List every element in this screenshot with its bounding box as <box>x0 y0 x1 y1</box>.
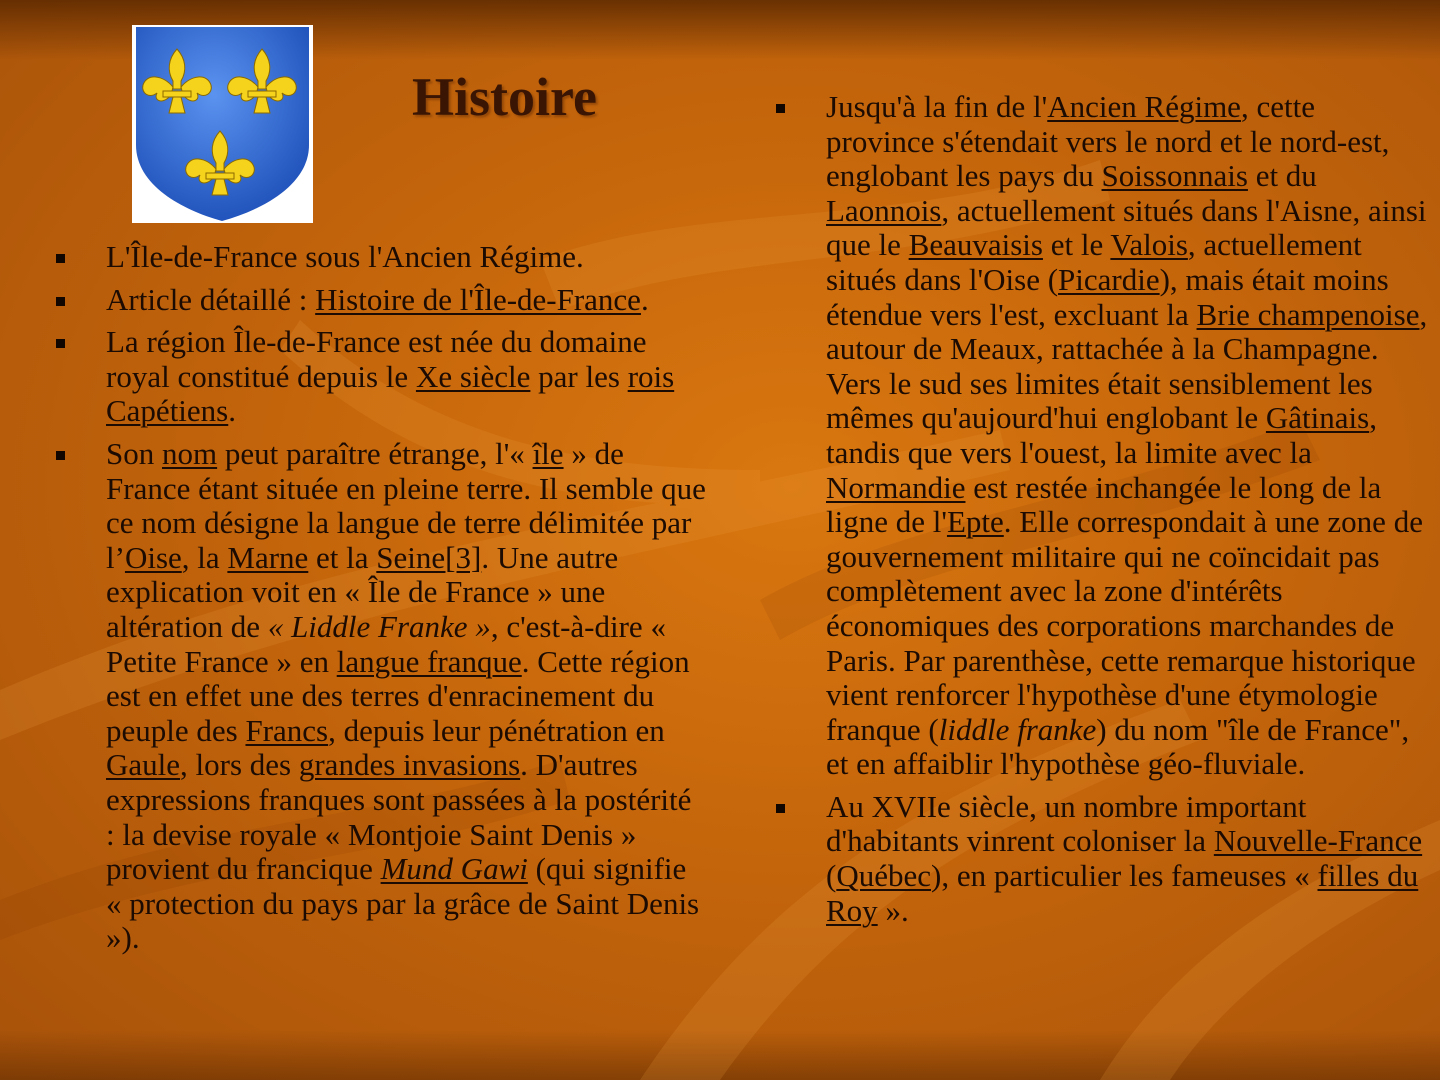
item-text: ) du nom "île de France", et en affaiblir l'hypothèse géo-fluviale. <box>826 711 1410 782</box>
right-bullet-list <box>826 90 1431 936</box>
link-mund-gawi[interactable]: Mund Gawi <box>380 851 528 887</box>
list-item <box>826 90 1431 782</box>
link-laonnois[interactable]: Laonnois <box>826 192 942 228</box>
link-soissonnais[interactable]: Soissonnais <box>1101 158 1248 194</box>
item-text: ». <box>877 892 909 928</box>
item-text: L'Île-de-France sous l'Ancien Régime. <box>106 239 584 274</box>
link-quebec[interactable]: Québec <box>836 858 931 894</box>
item-text: . Cette région est en effet une des terres d'enracinement du peuple des <box>106 643 690 748</box>
link-normandie[interactable]: Normandie <box>826 469 966 505</box>
item-text: , la <box>181 539 228 575</box>
item-text: est restée inchangée le long de la ligne de l' <box>826 469 1382 540</box>
link-brie-champenoise[interactable]: Brie champenoise <box>1196 296 1420 332</box>
item-text: » de France étant située en pleine terre. Il semble que ce nom désigne la langue de terre délimitée par l’ <box>106 435 706 575</box>
list-item <box>826 790 1431 928</box>
item-text: peut paraître étrange, l'« <box>217 435 533 471</box>
list-item <box>106 283 706 318</box>
item-text: , depuis leur pénétration en <box>328 712 665 748</box>
item-text: Son <box>106 435 162 471</box>
item-text: , actuellement situés dans l'Aisne, ainsi que le <box>826 192 1427 263</box>
list-item <box>106 437 706 956</box>
link-langue-franque[interactable]: langue franque <box>336 643 522 679</box>
item-text: . <box>228 393 236 429</box>
italic-text: « Liddle Franke » <box>267 608 491 644</box>
item-text: ), en particulier les fameuses « <box>931 858 1318 894</box>
italic-text: liddle franke <box>938 711 1097 747</box>
item-text: et le <box>1042 227 1111 263</box>
link-epte[interactable]: Epte <box>946 504 1004 540</box>
item-text: Au XVIIe siècle, un nombre important d'habitants vinrent coloniser la <box>826 788 1307 859</box>
item-text: . Elle correspondait à une zone de gouvernement militaire qui ne coïncidait pas complètement avec la zone d'intérêts économiques des corporations marchandes de Paris. Par parenthèse, cette remarque historique vient renforcer l'hypothèse d'une étymologie franque ( <box>826 504 1423 747</box>
item-text: et la <box>308 539 377 575</box>
link-histoire-ile-de-france[interactable]: Histoire de l'Île-de-France <box>315 281 641 317</box>
item-text: . D'autres expressions franques sont passées à la postérité : la devise royale « Montjoie Saint Denis » provient du francique <box>106 747 692 887</box>
item-text: et du <box>1247 158 1317 194</box>
link-francs[interactable]: Francs <box>245 712 329 748</box>
item-text: . Une autre explication voit en « Île de France » une altération de <box>106 539 619 644</box>
item-text: , actuellement situés dans l'Oise ( <box>826 227 1362 297</box>
list-item <box>106 325 706 429</box>
link-oise[interactable]: Oise <box>124 539 182 575</box>
coat-of-arms-logo <box>132 25 313 223</box>
fleur-de-lis-icon <box>132 25 313 223</box>
link-gaule[interactable]: Gaule <box>106 747 181 783</box>
link-grandes-invasions[interactable]: grandes invasions <box>298 747 521 783</box>
link-gatinais[interactable]: Gâtinais <box>1265 400 1370 436</box>
link-filles-du-roy[interactable]: filles du Roy <box>826 858 1419 928</box>
item-text: , cette province s'étendait vers le nord et le nord-est, englobant les pays du <box>826 89 1390 194</box>
link-ile[interactable]: île <box>532 435 564 471</box>
link-marne[interactable]: Marne <box>227 539 309 575</box>
slide-title: Histoire <box>412 67 597 127</box>
link-valois[interactable]: Valois <box>1110 227 1188 263</box>
item-text: Article détaillé : <box>106 281 316 317</box>
link-seine[interactable]: Seine[3] <box>376 539 482 575</box>
link-xe-siecle[interactable]: Xe siècle <box>415 358 531 394</box>
left-bullet-list <box>106 240 706 964</box>
item-text: . <box>640 281 649 317</box>
item-text: (qui signifie « protection du pays par la grâce de Saint Denis »). <box>106 851 700 956</box>
item-text: ( <box>826 858 837 894</box>
item-text: , autour de Meaux, rattachée à la Champagne. Vers le sud ses limites était sensiblement les mêmes qu'aujourd'hui englobant le <box>826 296 1428 436</box>
link-rois-capetiens[interactable]: rois Capétiens <box>106 358 675 429</box>
item-text: ), mais était moins étendue vers l'est, excluant la <box>826 261 1389 332</box>
link-beauvaisis[interactable]: Beauvaisis <box>908 227 1043 263</box>
item-text: , tandis que vers l'ouest, la limite avec la <box>826 400 1377 470</box>
item-text: Jusqu'à la fin de l' <box>826 89 1048 124</box>
link-ancien-regime[interactable]: Ancien Régime <box>1047 89 1241 124</box>
list-item <box>106 240 706 275</box>
item-text: , lors des <box>180 747 299 783</box>
link-nom[interactable]: nom <box>162 435 218 471</box>
item-text: La région Île-de-France est née du domaine royal constitué depuis le <box>106 324 647 394</box>
item-text: par les <box>530 358 628 394</box>
link-picardie[interactable]: Picardie <box>1058 261 1160 297</box>
link-nouvelle-france[interactable]: Nouvelle-France <box>1213 823 1423 859</box>
item-text: , c'est-à-dire « Petite France » en <box>106 608 666 679</box>
